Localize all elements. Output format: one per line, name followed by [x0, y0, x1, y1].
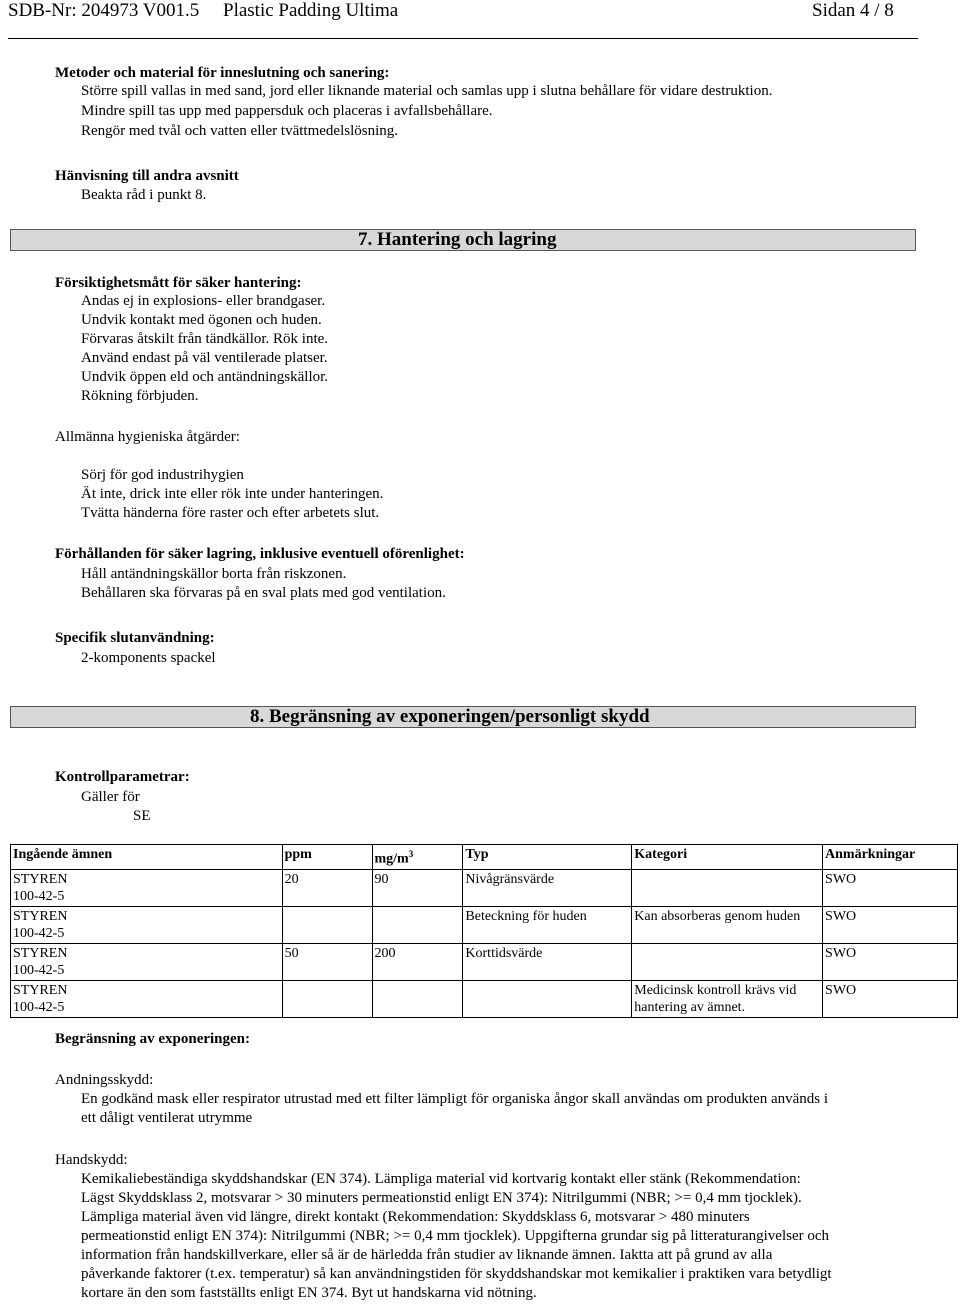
- cell-ppm: 50: [282, 943, 372, 980]
- cell-substance: [11, 869, 283, 906]
- page-number: Sidan 4 / 8: [812, 0, 894, 21]
- respiratory-line: En godkänd mask eller respirator utrustad med ett filter lämpligt för organiska ångor skall användas om produkten används i: [81, 1091, 829, 1107]
- cell-ppm: [282, 906, 372, 943]
- col-header-category: Kategori: [632, 845, 823, 870]
- cell-ppm: [282, 980, 372, 1017]
- cas-number: 100-42-5: [13, 962, 65, 978]
- containment-line: Mindre spill tas upp med pappersduk och placeras i avfallsbehållare.: [81, 103, 493, 119]
- applies-to-label: Gäller för: [81, 789, 140, 805]
- col-header-substance: Ingående ämnen: [11, 845, 283, 870]
- reference-text: Beakta råd i punkt 8.: [81, 187, 207, 203]
- substance-name: STYREN: [13, 871, 68, 887]
- control-parameters-heading: Kontrollparametrar:: [55, 769, 190, 785]
- hand-protection-line: Lägst Skyddsklass 2, motsvarar > 30 minuters permeationstid enligt EN 374): Nitrilgummi (NBR; >= 0,4 mm tjocklek).: [81, 1190, 802, 1206]
- substance-name: STYREN: [13, 945, 68, 961]
- cell-mg: [372, 906, 463, 943]
- col-header-mg: [372, 845, 463, 870]
- table-row: [11, 943, 958, 980]
- respiratory-line: ett dåligt ventilerat utrymme: [81, 1110, 253, 1126]
- cell-type: Beteckning för huden: [463, 906, 632, 943]
- section-8-title: 8. Begränsning av exponeringen/personligt skydd: [250, 706, 650, 727]
- cell-type: Nivågränsvärde: [463, 869, 632, 906]
- containment-line: Större spill vallas in med sand, jord eller liknande material och samlas upp i slutna behållare för vidare destruktion.: [81, 83, 773, 99]
- country-code: SE: [133, 808, 151, 824]
- cell-category: Kan absorberas genom huden: [632, 906, 823, 943]
- safe-handling-line: Undvik öppen eld och antändningskällor.: [81, 369, 329, 385]
- respiratory-label: Andningsskydd:: [55, 1072, 154, 1088]
- cell-remarks: SWO: [823, 869, 958, 906]
- storage-line: Behållaren ska förvaras på en sval plats med god ventilation.: [81, 585, 446, 601]
- storage-line: Håll antändningskällor borta från riskzonen.: [81, 566, 347, 582]
- exposure-heading: Begränsning av exponeringen:: [55, 1031, 251, 1047]
- cell-remarks: SWO: [823, 943, 958, 980]
- safe-handling-line: Rökning förbjuden.: [81, 388, 199, 404]
- cell-remarks: SWO: [823, 906, 958, 943]
- safe-handling-line: Undvik kontakt med ögonen och huden.: [81, 312, 322, 328]
- cell-category: Medicinsk kontroll krävs vid hantering av ämnet.: [632, 980, 823, 1017]
- hand-protection-line: Lämpliga material även vid längre, direkt kontakt (Rekommendation: Skyddsklass 6, motsvarar > 480 minuters: [81, 1209, 750, 1225]
- col-header-mg-superscript: 3: [408, 849, 414, 859]
- hand-protection-line: Kemikaliebeständiga skyddshandskar (EN 374). Lämpliga material vid kortvarig kontakt eller stänk (Rekommendation:: [81, 1171, 801, 1187]
- cell-ppm: 20: [282, 869, 372, 906]
- cell-remarks: SWO: [823, 980, 958, 1017]
- cas-number: 100-42-5: [13, 925, 65, 941]
- substance-name: STYREN: [13, 908, 68, 924]
- substance-name: STYREN: [13, 982, 68, 998]
- hygiene-heading: Allmänna hygieniska åtgärder:: [55, 429, 240, 445]
- exposure-limits-table: [10, 844, 958, 1018]
- storage-heading: Förhållanden för säker lagring, inklusive eventuell oförenlighet:: [55, 546, 465, 562]
- cell-mg: 200: [372, 943, 463, 980]
- reference-heading: Hänvisning till andra avsnitt: [55, 168, 239, 184]
- cas-number: 100-42-5: [13, 999, 65, 1015]
- table-header-row: [11, 845, 958, 870]
- cell-category: [632, 869, 823, 906]
- header-divider: [8, 38, 918, 39]
- col-header-remarks: Anmärkningar: [823, 845, 958, 870]
- cell-substance: [11, 980, 283, 1017]
- cell-mg: 90: [372, 869, 463, 906]
- document-id: SDB-Nr: 204973 V001.5: [8, 0, 200, 21]
- col-header-mg-text: mg/m: [374, 851, 409, 867]
- col-header-type: Typ: [463, 845, 632, 870]
- end-use-text: 2-komponents spackel: [81, 650, 216, 666]
- hand-protection-line: permeationstid enligt EN 374): Nitrilgummi (NBR; >= 0,4 mm tjocklek). Uppgifterna grundar sig på litteraturangivelser och: [81, 1228, 830, 1244]
- hand-protection-line: påverkande faktorer (t.ex. temperatur) så kan användningstiden för skyddshandskar mot kemikalier i praktiken vara betydligt: [81, 1266, 832, 1282]
- cell-type: Korttidsvärde: [463, 943, 632, 980]
- safe-handling-line: Andas ej in explosions- eller brandgaser.: [81, 293, 326, 309]
- table-row: [11, 869, 958, 906]
- cas-number: 100-42-5: [13, 888, 65, 904]
- product-name: Plastic Padding Ultima: [223, 0, 399, 21]
- end-use-heading: Specifik slutanvändning:: [55, 630, 215, 646]
- hygiene-line: Ät inte, drick inte eller rök inte under hanteringen.: [81, 486, 384, 502]
- hand-protection-line: kortare än den som fastställts enligt EN 374. Byt ut handskarna vid nötning.: [81, 1285, 537, 1301]
- hand-protection-line: information från handskillverkare, eller så är de härledda från studier av liknande ämnen. Iaktta att på grund av alla: [81, 1247, 773, 1263]
- cell-substance: [11, 943, 283, 980]
- hand-protection-label: Handskydd:: [55, 1152, 128, 1168]
- cell-substance: [11, 906, 283, 943]
- safe-handling-heading: Försiktighetsmått för säker hantering:: [55, 275, 302, 291]
- cell-mg: [372, 980, 463, 1017]
- safe-handling-line: Förvaras åtskilt från tändkällor. Rök inte.: [81, 331, 329, 347]
- cell-category: [632, 943, 823, 980]
- table-row: [11, 906, 958, 943]
- table-row: [11, 980, 958, 1017]
- hygiene-line: Sörj för god industrihygien: [81, 467, 244, 483]
- hygiene-line: Tvätta händerna före raster och efter arbetets slut.: [81, 505, 380, 521]
- containment-heading: Metoder och material för inneslutning och sanering:: [55, 65, 390, 81]
- col-header-ppm: ppm: [282, 845, 372, 870]
- containment-line: Rengör med tvål och vatten eller tvättmedelslösning.: [81, 123, 398, 139]
- cell-type: [463, 980, 632, 1017]
- section-7-title: 7. Hantering och lagring: [358, 229, 557, 250]
- safe-handling-line: Använd endast på väl ventilerade platser.: [81, 350, 328, 366]
